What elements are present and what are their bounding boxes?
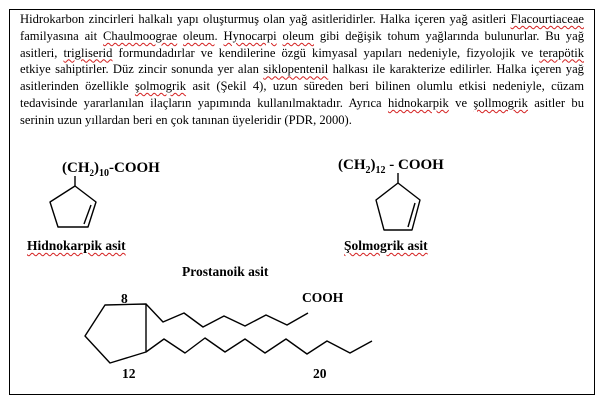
text-run: . [214,28,224,43]
hydnocarpic-acid-label: Hidnokarpik asit [27,238,126,253]
chaulmoogric-acid-label: Şolmogrik asit [344,238,428,253]
formula-part: -COOH [109,160,160,176]
text-run: etkiye sahiptirler. Düz zincir sonunda yer alan [20,62,264,77]
flagged-word: şolmogrik [134,79,187,94]
cyclopentene-ring [50,186,96,227]
flagged-word: Chaulmoograe [103,28,178,43]
flagged-word: siklopentenil [263,62,329,77]
flagged-word: terapötik [539,45,584,60]
text-run: halkası ile karakterize edilirler. Halka içeren yağ asitlerinden özellikle [20,62,584,94]
flagged-word: oleum [282,28,314,43]
flagged-word: trigliserid [63,45,113,60]
text-run: ve [448,95,474,110]
formula-part: (CH [338,157,366,173]
formula-subscript: 12 [375,165,386,176]
flagged-word: Hynocarpi [223,28,277,43]
text-run: gibi değişik tohum yağlarında bulunurlar. Bu yağ asitleri, [20,28,584,60]
formula-part: ) [370,157,376,173]
cooh-label: COOH [302,290,344,305]
lower-chain [146,338,372,354]
text-run: asitler bu serinin uzun yıllardan beri en çok tanınan üyeleridir (PDR, 2000). [20,95,584,127]
formula-subscript: 2 [89,168,94,178]
formula-part: - COOH [385,157,444,173]
upper-chain [146,304,308,327]
cyclopentane-ring [85,304,146,363]
flagged-word: Flacourtiaceae [510,12,584,26]
flagged-word: oleum [183,28,215,43]
text-run: formundadırlar ve kendilerine özgü kimyasal yapıları nedeniyle, fizyolojik ve [112,45,540,60]
carbon-12-label: 12 [122,366,136,381]
formula-subscript: 10 [99,168,109,179]
carbon-20-label: 20 [313,366,327,381]
carbon-8-label: 8 [121,291,128,306]
flagged-word: şollmogrik [473,95,528,110]
formula-part: ) [94,160,99,176]
prostanoic-acid-title: Prostanoik asit [182,264,269,279]
text-run: familyasına ait [20,28,104,43]
text-run: Hidrokarbon zincirleri halkalı yapı oluşturmuş olan yağ asitleridirler. Halka içeren yağ asitleri [20,12,511,26]
text-run: asit (Şekil 4), uzun süreden beri bilinen olumlu etkisi nedeniyle, cüzam tedavisinde yararlanılan ilaçların yapımında kullanılmaktadır. Ayrıca [20,79,584,110]
flagged-word: hidnokarpik [387,95,449,110]
formula-part: (CH [62,160,90,176]
formula-subscript: 2 [365,165,371,176]
